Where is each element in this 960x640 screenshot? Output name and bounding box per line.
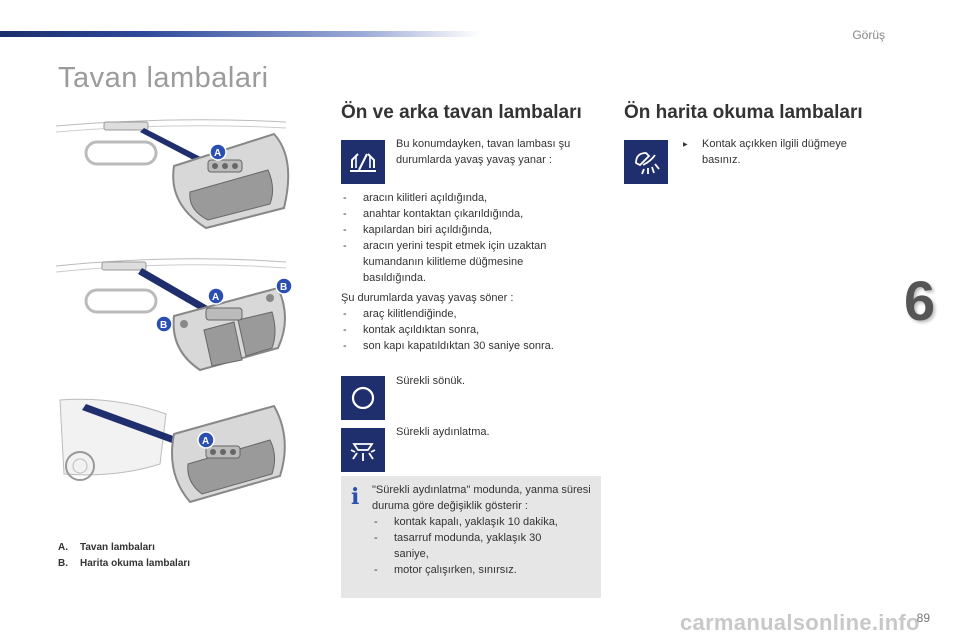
legend-item: B. Harita okuma lambaları bbox=[58, 558, 191, 569]
callout-a: A bbox=[202, 436, 210, 447]
figure-rear-lamp bbox=[56, 394, 286, 514]
figure-front-lamp-map bbox=[56, 252, 286, 382]
callout-a: A bbox=[214, 148, 222, 159]
page-title: Tavan lambalari bbox=[58, 62, 269, 94]
list-item: - kapılardan biri açıldığında, bbox=[341, 222, 601, 238]
info-note bbox=[341, 476, 601, 598]
list-item: - motor çalışırken, sınırsız. bbox=[372, 562, 594, 578]
auto-mode-details bbox=[341, 190, 601, 354]
callout-b: B bbox=[160, 320, 168, 331]
map-lamp-instruction: ▶ Kontak açıkken ilgili düğmeye basınız. bbox=[680, 136, 880, 168]
list-item: - aracın yerini tespit etmek için uzaktan kumandanın kilitleme düğmesine basıldığında. bbox=[341, 238, 573, 286]
on-label: Sürekli aydınlatma. bbox=[396, 426, 490, 438]
info-icon: i bbox=[351, 484, 360, 510]
callout-a: A bbox=[212, 292, 220, 303]
list-item: - kontak açıldıktan sonra, bbox=[341, 322, 601, 338]
map-lamp-icon bbox=[624, 140, 668, 184]
list-item: - kontak kapalı, yaklaşık 10 dakika, bbox=[372, 514, 594, 530]
lamp-on-icon bbox=[341, 428, 385, 472]
figure-front-lamp bbox=[56, 108, 286, 238]
section-label: Görüş bbox=[852, 28, 885, 42]
chapter-number: 6 bbox=[904, 269, 936, 332]
list-item: - aracın kilitleri açıldığında, bbox=[341, 190, 601, 206]
heading-map-lamps: Ön harita okuma lambaları bbox=[624, 102, 863, 123]
door-mode-icon bbox=[341, 140, 385, 184]
page-number: 89 bbox=[916, 611, 930, 625]
auto-mode-intro: Bu konumdayken, tavan lambası şu durumlarda yavaş yavaş yanar : bbox=[396, 138, 571, 166]
note-intro: "Sürekli aydınlatma" modunda, yanma süresi duruma göre değişiklik gösterir : bbox=[372, 484, 591, 512]
watermark: carmanualsonline.info bbox=[680, 610, 920, 635]
off-label: Sürekli sönük. bbox=[396, 375, 466, 387]
auto-off-intro: Şu durumlarda yavaş yavaş söner : bbox=[341, 292, 514, 304]
heading-front-rear: Ön ve arka tavan lambaları bbox=[341, 102, 582, 123]
list-item: - son kapı kapatıldıktan 30 saniye sonra. bbox=[341, 338, 601, 354]
figure-legend bbox=[58, 540, 190, 572]
list-item: - araç kilitlendiğinde, bbox=[341, 306, 601, 322]
list-item: - anahtar kontaktan çıkarıldığında, bbox=[341, 206, 601, 222]
callout-b: B bbox=[280, 282, 288, 293]
header-accent-bar bbox=[0, 31, 480, 37]
list-item: - tasarruf modunda, yaklaşık 30 saniye, bbox=[372, 530, 544, 562]
legend-item: A. Tavan lambaları bbox=[58, 542, 155, 553]
off-circle-icon bbox=[341, 376, 385, 420]
